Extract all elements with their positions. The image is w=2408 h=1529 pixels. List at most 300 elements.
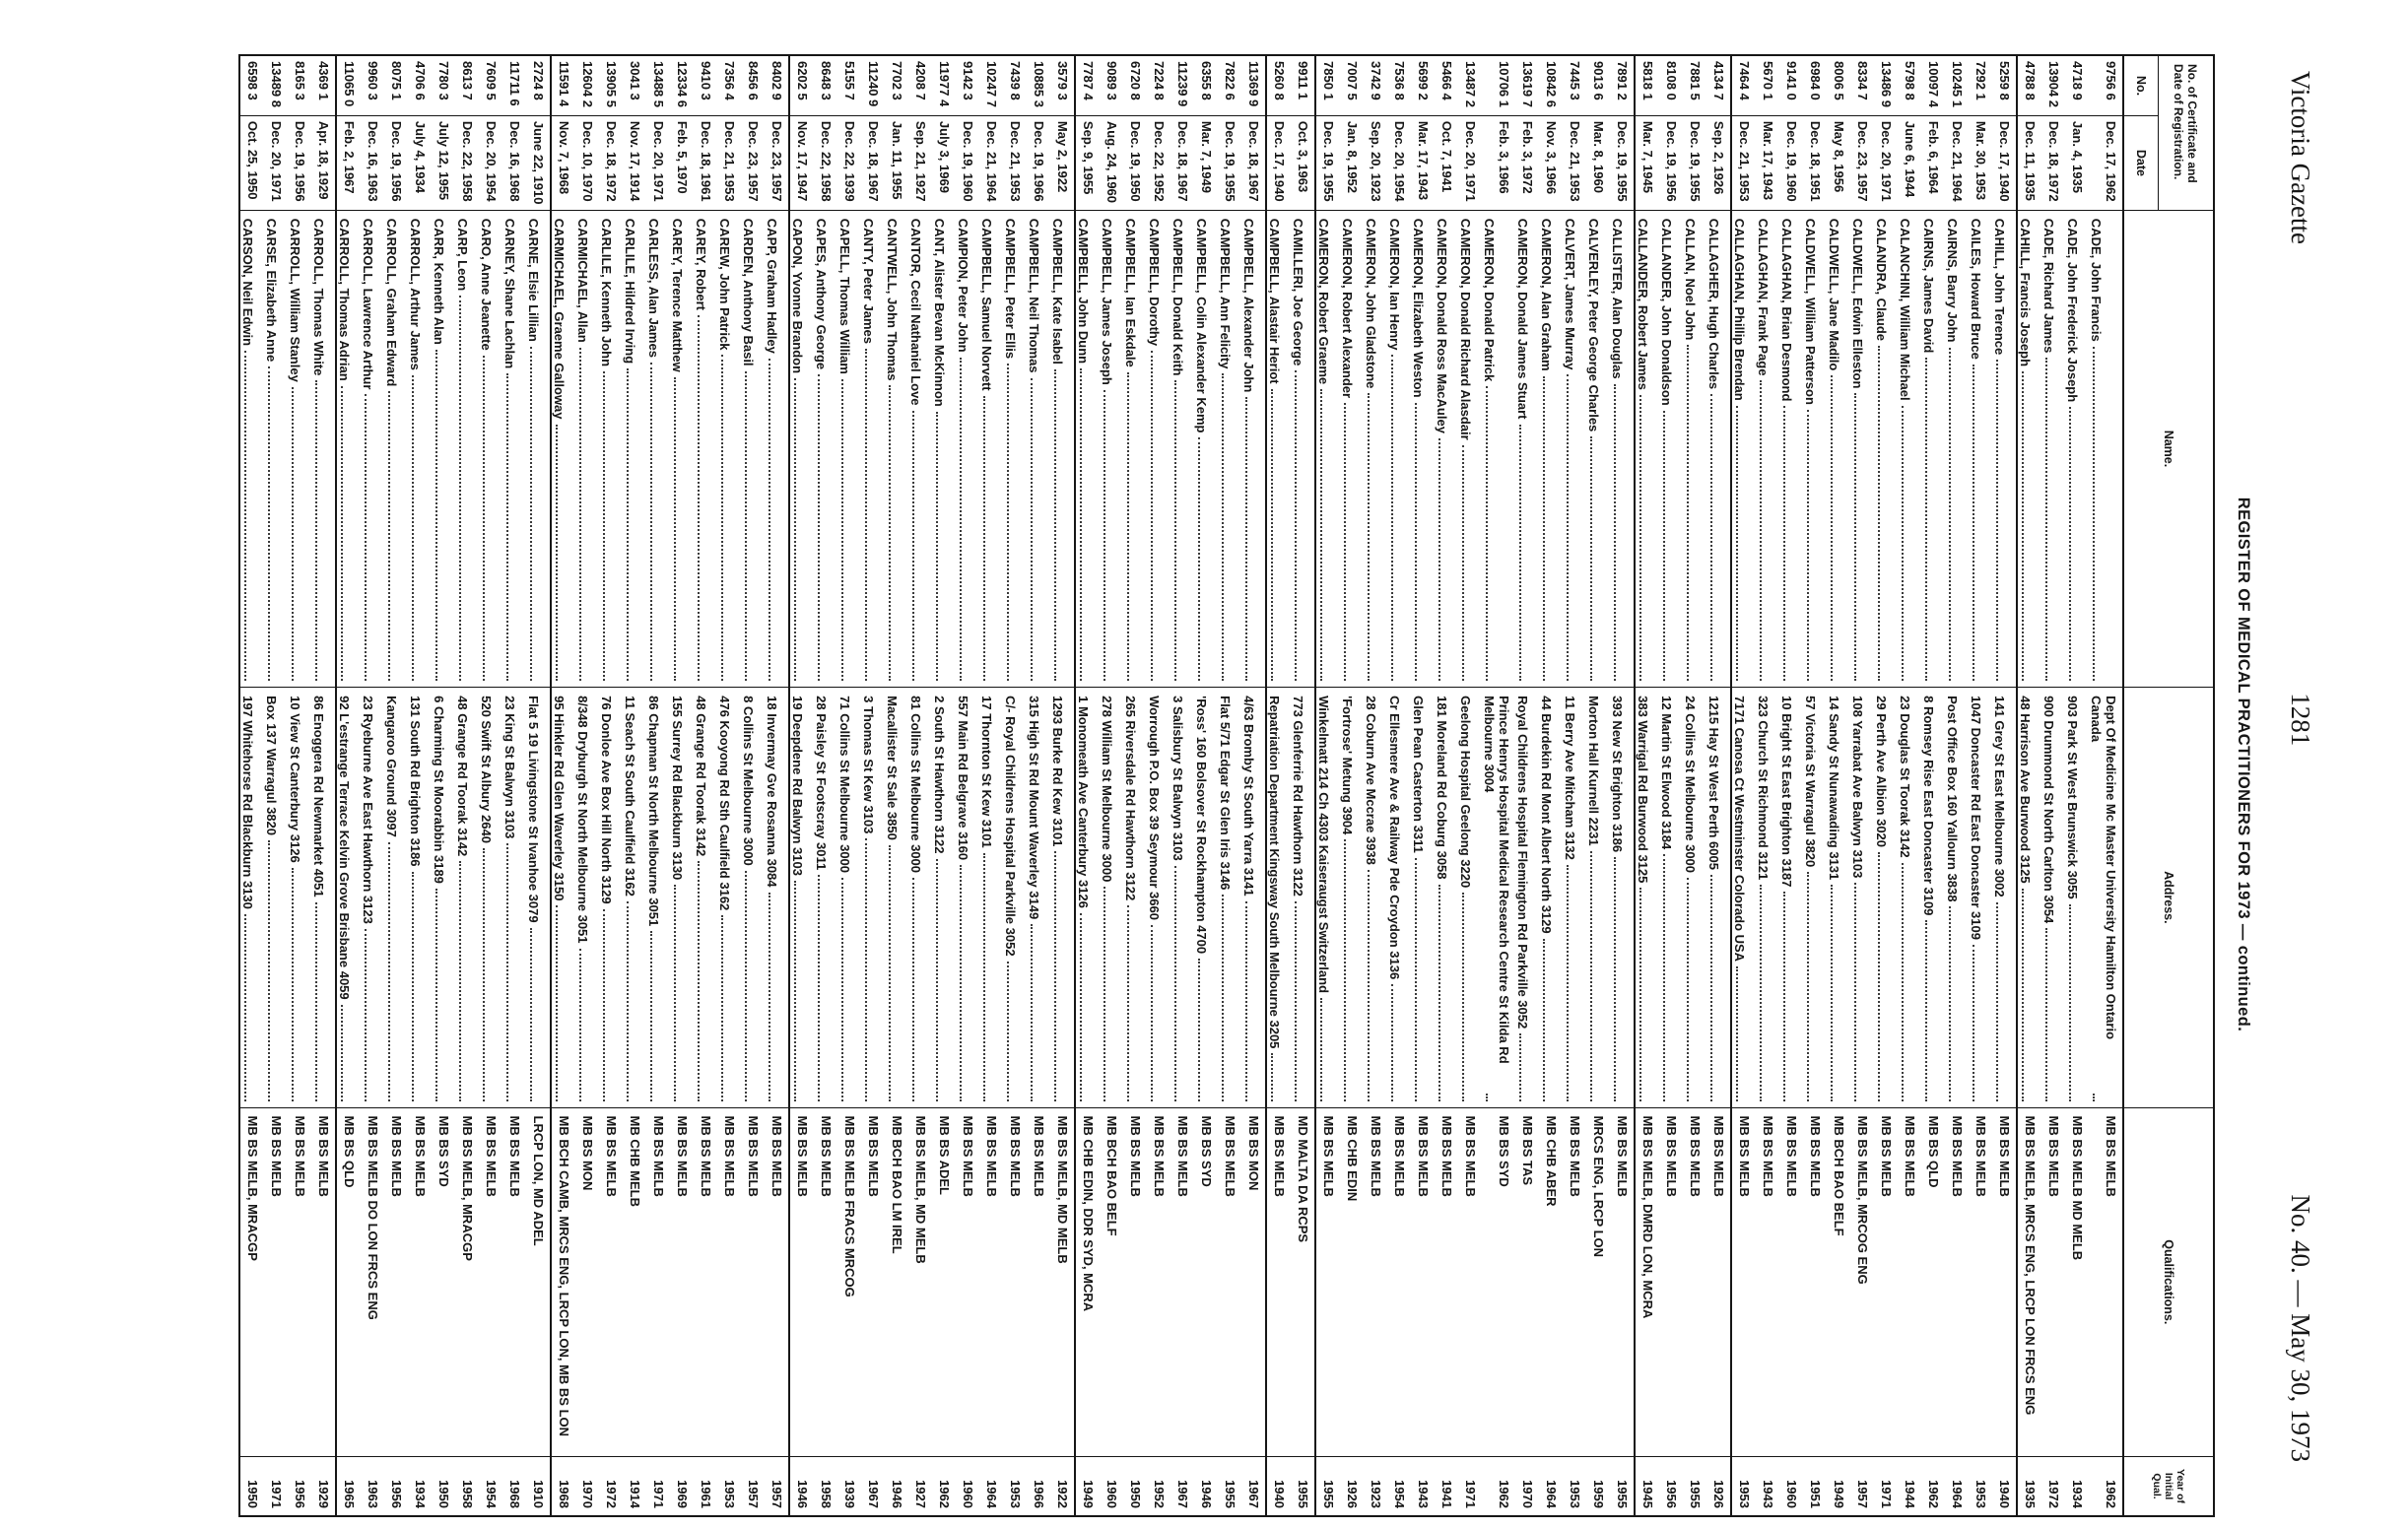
cell-registration-date: Mar. 17, 1943 — [1411, 116, 1435, 211]
dotted-leader — [579, 949, 581, 1101]
cell-year-initial-qual: 1965 — [342, 1480, 357, 1508]
cell-address — [765, 688, 788, 1107]
practitioner-name: CAMERON, Donald Richard Alasdair — [1458, 218, 1473, 440]
cell-registration-date: Dec. 19, 1960 — [956, 116, 979, 211]
cell-qualifications: MB BS MELB — [479, 1108, 502, 1458]
cell-qualifications: MB BS MELB — [1364, 1108, 1387, 1458]
dotted-leader — [912, 878, 914, 1101]
cell-qualifications: MB CHB ABER — [1539, 1108, 1563, 1458]
practitioner-address: 19 Deepdene Rd Balwyn 3103 — [790, 696, 805, 876]
practitioner-name: CAHILL, Francis Joseph — [2018, 218, 2033, 367]
dotted-leader — [603, 909, 605, 1101]
practitioner-name: CADE, John Frederick Joseph — [2065, 218, 2080, 403]
cell-name — [1659, 211, 1683, 688]
cell-qualifications: MB BS QLD — [1921, 1108, 1945, 1458]
table-row — [694, 56, 717, 1515]
practitioner-address: 315 High St Rd Mount Waverley 3149 — [1027, 696, 1041, 920]
cell-qualifications: MB BS MELB — [1147, 1108, 1171, 1458]
cell-name — [694, 211, 717, 688]
dotted-leader — [650, 363, 652, 681]
dotted-leader — [1902, 863, 1904, 1101]
cell-name — [1683, 211, 1706, 688]
dotted-leader — [1854, 883, 1856, 1100]
cell-certificate-no: 13619 7 — [1515, 56, 1539, 116]
practitioner-address: 12 Martin St Elwood 3184 — [1659, 696, 1674, 850]
cell-qualifications: MB CHB EDIN, DDR SYD, MCRA — [1076, 1108, 1100, 1458]
practitioner-address: 86 Chapman St North Melbourne 3051 — [646, 696, 661, 927]
row-group — [788, 56, 1074, 1515]
cell-certificate-no: 11977 4 — [932, 56, 956, 116]
practitioner-address: 2 South St Hawthorn 3122 — [932, 696, 947, 854]
table-row — [1539, 56, 1563, 1515]
cell-address — [1969, 688, 1992, 1107]
cell-registration-date: Aug. 24, 1960 — [1100, 116, 1123, 211]
cell-qualifications: MB BS TAS — [1515, 1108, 1539, 1458]
practitioner-name: CAMPION, Peter John — [956, 218, 970, 353]
cell-registration-date: July 3, 1969 — [932, 116, 956, 211]
dotted-leader — [936, 412, 938, 681]
cell-year-initial-qual: 1957 — [769, 1480, 784, 1508]
cell-name — [1267, 211, 1291, 688]
dotted-leader — [1462, 445, 1464, 681]
dotted-leader — [1320, 998, 1322, 1101]
cell-address — [1874, 688, 1898, 1107]
cell-registration-date: Dec. 16, 1968 — [502, 116, 526, 211]
dotted-leader — [412, 872, 414, 1101]
table-row — [1756, 56, 1779, 1515]
dotted-leader — [889, 845, 891, 1101]
practitioner-address: 48 Grange Rd Toorak 3142 — [455, 696, 470, 857]
cell-address — [337, 688, 361, 1107]
table-row — [1898, 56, 1921, 1515]
cell-certificate-no: 4369 1 — [311, 56, 335, 116]
cell-name — [1874, 211, 1898, 688]
dotted-leader — [1973, 945, 1974, 1101]
cell-certificate-no: 11065 0 — [337, 56, 361, 116]
cell-name — [408, 211, 432, 688]
page-header — [2285, 71, 2315, 1462]
table-row — [765, 56, 788, 1515]
cell-address — [311, 688, 335, 1107]
dotted-leader — [769, 359, 770, 681]
cell-year-initial-qual: 1961 — [699, 1480, 713, 1508]
cell-year-initial-qual: 1943 — [1761, 1480, 1775, 1508]
table-row — [1874, 56, 1898, 1515]
cell-year-initial-qual: 1923 — [1369, 1480, 1383, 1508]
cell-certificate-no: 13904 2 — [2041, 56, 2065, 116]
dotted-leader — [459, 861, 461, 1100]
cell-year-initial-qual: 1968 — [557, 1480, 571, 1508]
dotted-leader — [244, 351, 246, 681]
cell-address — [932, 688, 956, 1107]
cell-address — [240, 688, 264, 1107]
cell-year-initial-qual: 1967 — [1175, 1480, 1190, 1508]
cell-registration-date: Dec. 20, 1971 — [1458, 116, 1482, 211]
table-row — [1100, 56, 1123, 1515]
cell-address — [1100, 688, 1123, 1107]
cell-certificate-no: 10842 6 — [1539, 56, 1563, 116]
cell-year-initial-qual: 1950 — [436, 1480, 451, 1508]
practitioner-name: CARLESS, Alan James — [646, 218, 661, 358]
cell-qualifications: MB BS MELB — [646, 1108, 670, 1458]
dotted-leader — [412, 375, 414, 681]
cell-address — [1458, 688, 1482, 1107]
dotted-leader — [1590, 436, 1592, 681]
practitioner-name: CARROLL, Arthur James — [408, 218, 423, 370]
cell-qualifications: MB BS MELB, MD MELB — [908, 1108, 932, 1458]
cell-year-initial-qual: 1940 — [1997, 1480, 2012, 1508]
cell-address — [1340, 688, 1364, 1107]
cell-name — [1803, 211, 1827, 688]
cell-qualifications: MB BS MELB MD MELB — [2065, 1108, 2089, 1458]
dotted-leader — [268, 840, 270, 1101]
cell-qualifications: MB BS MELB — [1756, 1108, 1779, 1458]
dotted-leader — [1687, 878, 1689, 1101]
cell-registration-date: Jan. 11, 1955 — [885, 116, 908, 211]
dotted-leader — [794, 378, 796, 681]
cell-year-initial-qual: 1926 — [1345, 1480, 1360, 1508]
cell-address — [408, 688, 432, 1107]
cell-qualifications: MB BS MELB, MRACGP — [455, 1108, 479, 1458]
header-qualifications: Qualifications. — [2124, 1108, 2213, 1458]
dotted-leader — [1567, 865, 1569, 1101]
practitioner-address: 1293 Burke Rd Kew 3101 — [1050, 696, 1065, 847]
table-row — [1803, 56, 1827, 1515]
practitioner-name: CANTY, Peter James — [861, 218, 876, 344]
cell-name — [956, 211, 979, 688]
practitioner-address: Kangaroo Ground 3097 — [384, 696, 399, 837]
cell-name — [1171, 211, 1194, 688]
practitioner-address: 'Fortrose' Metung 3904 — [1340, 696, 1355, 835]
page-number: 1281 — [2286, 693, 2315, 747]
practitioner-address: 11 Berry Ave Mitcham 3132 — [1563, 696, 1577, 860]
practitioner-name: CAMERON, Robert Graeme — [1316, 218, 1331, 385]
cell-address — [646, 688, 670, 1107]
practitioner-name: CAMPBELL, Ian Eskdale — [1123, 218, 1138, 367]
cell-year-initial-qual: 1957 — [1855, 1480, 1870, 1508]
cell-name — [932, 211, 956, 688]
practitioner-address: Royal Childrens Hospital Flemington Rd Parkville 3052 — [1515, 696, 1530, 1030]
cell-address — [1435, 688, 1458, 1107]
cell-year-initial-qual: 1939 — [842, 1480, 857, 1508]
dotted-leader — [2022, 889, 2024, 1101]
row-group — [1074, 56, 1265, 1515]
cell-qualifications: MB BS MELB — [1563, 1108, 1586, 1458]
practitioner-address: 8/348 Dryburgh St North Melbourne 3051 — [575, 696, 590, 944]
dotted-leader — [698, 315, 700, 681]
cell-name — [432, 211, 455, 688]
practitioner-address: Post Office Box 160 Yallourn 3838 — [1945, 696, 1960, 902]
header-name: Name. — [2124, 211, 2213, 688]
cell-registration-date: Dec. 19, 1956 — [288, 116, 311, 211]
cell-address — [1003, 688, 1027, 1107]
cell-qualifications: MB BS MELB — [1803, 1108, 1827, 1458]
cell-qualifications: MB BCH BAO BELF — [1100, 1108, 1123, 1458]
practitioner-name: CAMERON, Ian Henry — [1387, 218, 1402, 351]
header-date: Date — [2134, 149, 2148, 176]
practitioner-name: CARO, Anne Jeanette — [479, 218, 494, 351]
cell-year-initial-qual: 1972 — [2046, 1480, 2061, 1508]
cell-name — [861, 211, 885, 688]
table-row — [1992, 56, 2016, 1515]
cell-address — [1076, 688, 1100, 1107]
cell-certificate-no: 5798 8 — [1898, 56, 1921, 116]
practitioner-address: 7171 Canosa Ct Westminster Colorado USA — [1732, 696, 1747, 963]
dotted-leader — [1902, 406, 1904, 682]
practitioner-address: 95 Hinkler Rd Glen Waverley 3150 — [552, 696, 567, 901]
practitioner-address: 3 Salisbury St Balwyn 3103 — [1171, 696, 1185, 861]
cell-name — [765, 211, 788, 688]
cell-address — [861, 688, 885, 1107]
cell-year-initial-qual: 1962 — [2104, 1480, 2118, 1508]
cell-year-initial-qual: 1952 — [1152, 1480, 1167, 1508]
dotted-leader — [818, 374, 820, 681]
cell-certificate-no: 3742 9 — [1364, 56, 1387, 116]
cell-registration-date: Dec. 20, 1971 — [1874, 116, 1898, 211]
dotted-leader — [1104, 390, 1105, 681]
cell-name — [885, 211, 908, 688]
cell-registration-date: Dec. 19, 1955 — [1218, 116, 1241, 211]
cell-qualifications: MB BS MELB — [1874, 1108, 1898, 1458]
cell-certificate-no: 8075 1 — [384, 56, 408, 116]
practitioner-name: CALLISTER, Alan Douglas — [1610, 218, 1625, 379]
cell-name — [646, 211, 670, 688]
cell-year-initial-qual: 1971 — [1463, 1480, 1478, 1508]
cell-qualifications: MB BS MON — [575, 1108, 599, 1458]
table-row — [552, 56, 575, 1515]
dotted-leader — [627, 901, 629, 1101]
dotted-leader — [1639, 395, 1641, 681]
dotted-leader — [2045, 358, 2047, 681]
cell-registration-date: Dec. 21, 1953 — [1003, 116, 1027, 211]
cell-year-initial-qual: 1946 — [795, 1480, 810, 1508]
dotted-leader — [721, 355, 723, 681]
practitioner-name: CARROLL, Lawrence Arthur — [361, 218, 375, 390]
cell-name — [240, 211, 264, 688]
practitioner-name: CARR, Kenneth Alan — [432, 218, 446, 345]
practitioner-address: 323 Church St Richmond 3121 — [1756, 696, 1771, 881]
practitioner-address: 1215 Hay St West Perth 6005 — [1706, 696, 1721, 870]
practitioner-address: 24 Collins St Melbourne 3000 — [1683, 696, 1698, 874]
cell-address — [1411, 688, 1435, 1107]
dotted-leader — [530, 347, 532, 681]
dotted-leader — [1878, 852, 1880, 1101]
cell-qualifications: MB BS MELB — [384, 1108, 408, 1458]
table-row — [1945, 56, 1969, 1515]
dotted-leader — [341, 1005, 343, 1101]
practitioner-name: CAILES, Howard Bruce — [1969, 218, 1983, 360]
cell-registration-date: Dec. 22, 1958 — [455, 116, 479, 211]
cell-name — [1050, 211, 1074, 688]
cell-name — [1586, 211, 1610, 688]
dotted-leader — [1736, 406, 1738, 681]
dotted-leader — [292, 387, 294, 681]
cell-name — [1706, 211, 1730, 688]
cell-certificate-no: 7356 4 — [717, 56, 741, 116]
cell-qualifications: MB BS SYD — [1482, 1108, 1515, 1458]
cell-registration-date: Dec. 17, 1962 — [2089, 116, 2122, 211]
cell-certificate-no: 13486 9 — [1874, 56, 1898, 116]
cell-address — [552, 688, 575, 1107]
practitioner-address: 44 Burdekin Rd Mont Albert North 3129 — [1539, 696, 1554, 934]
practitioner-address: 141 Grey St East Melbourne 3002 — [1992, 696, 2007, 897]
table-row — [575, 56, 599, 1515]
practitioner-name: CANTWELL, John Thomas — [885, 218, 900, 381]
practitioner-name: CAMPBELL, John Dunn — [1076, 218, 1091, 365]
dotted-leader — [1031, 924, 1033, 1100]
practitioner-address: 18 Invermay Gve Rosanna 3084 — [765, 696, 779, 888]
cell-year-initial-qual: 1960 — [961, 1480, 975, 1508]
table-row — [1387, 56, 1411, 1515]
dotted-leader — [1639, 888, 1641, 1100]
cell-certificate-no: 7007 5 — [1340, 56, 1364, 116]
table-row — [717, 56, 741, 1515]
cell-registration-date: Dec. 18, 1967 — [1171, 116, 1194, 211]
dotted-leader — [1543, 376, 1545, 682]
cell-name — [361, 211, 384, 688]
dotted-leader — [865, 838, 867, 1100]
table-row — [1411, 56, 1435, 1515]
cell-certificate-no: 8456 6 — [741, 56, 765, 116]
cell-registration-date: Dec. 21, 1953 — [717, 116, 741, 211]
cell-year-initial-qual: 1955 — [1296, 1480, 1310, 1508]
dotted-leader — [315, 380, 317, 681]
cell-year-initial-qual: 1960 — [1784, 1480, 1799, 1508]
cell-address — [1267, 688, 1291, 1107]
cell-registration-date: Dec. 21, 1964 — [979, 116, 1003, 211]
dotted-leader — [1710, 875, 1712, 1101]
cell-name — [1827, 211, 1850, 688]
cell-year-initial-qual: 1962 — [1497, 1480, 1511, 1508]
dotted-leader — [1807, 410, 1809, 681]
cell-year-initial-qual: 1968 — [507, 1480, 522, 1508]
dotted-leader — [1614, 857, 1616, 1100]
cell-name — [264, 211, 288, 688]
cell-year-initial-qual: 1943 — [1416, 1480, 1431, 1508]
cell-year-initial-qual: 1956 — [389, 1480, 404, 1508]
dotted-leader — [1174, 380, 1176, 681]
practitioner-name: CALDWELL, Jane Madilo — [1827, 218, 1841, 371]
cell-year-initial-qual: 1946 — [890, 1480, 904, 1508]
table-row — [1364, 56, 1387, 1515]
dotted-leader — [745, 871, 747, 1101]
table-row — [1194, 56, 1218, 1515]
cell-certificate-no: 13489 8 — [264, 56, 288, 116]
cell-qualifications: MB BS MELB — [1610, 1108, 1634, 1458]
cell-address — [1827, 688, 1850, 1107]
cell-qualifications: MB BS MELB — [1171, 1108, 1194, 1458]
cell-name — [1969, 211, 1992, 688]
practitioner-address: 14 Sandy St Nunawading 3131 — [1827, 696, 1841, 881]
table-row — [384, 56, 408, 1515]
dotted-leader — [459, 296, 461, 681]
cell-name — [1316, 211, 1340, 688]
dotted-leader — [1415, 403, 1417, 682]
cell-qualifications: MB BS MELB — [1411, 1108, 1435, 1458]
practitioner-name: CAMERON, Elizabeth Weston — [1411, 218, 1426, 398]
dotted-leader — [365, 394, 367, 681]
row-group — [2016, 56, 2122, 1515]
register-title: REGISTER OF MEDICAL PRACTITIONERS FOR 1973 — continued. — [2235, 497, 2252, 1032]
dotted-leader — [1710, 394, 1712, 681]
cell-qualifications: MB BS MELB — [1969, 1108, 1992, 1458]
cell-registration-date: Sep. 9, 1955 — [1076, 116, 1100, 211]
row-group — [335, 56, 550, 1515]
cell-name — [1291, 211, 1314, 688]
practitioner-name: CAMPBELL, Ann Felicity — [1218, 218, 1233, 369]
cell-address — [361, 688, 384, 1107]
cell-address — [1241, 688, 1265, 1107]
dotted-leader — [698, 861, 700, 1100]
practitioner-address: 23 King St Balwyn 3103 — [502, 696, 517, 839]
cell-year-initial-qual: 1935 — [2023, 1480, 2038, 1508]
dotted-leader — [1831, 885, 1833, 1100]
gazette-name: Victoria Gazette — [2286, 71, 2315, 245]
cell-registration-date: Dec. 20, 1954 — [479, 116, 502, 211]
table-row — [1435, 56, 1458, 1515]
cell-registration-date: Nov. 17, 1914 — [623, 116, 646, 211]
dotted-leader — [912, 411, 914, 682]
cell-year-initial-qual: 1914 — [628, 1480, 642, 1508]
cell-year-initial-qual: 1929 — [316, 1480, 331, 1508]
practitioner-address: 265 Riversdale Rd Hawthorn 3122 — [1123, 696, 1138, 901]
cell-name — [1945, 211, 1969, 688]
cell-year-initial-qual: 1951 — [1808, 1480, 1823, 1508]
cell-name — [599, 211, 623, 688]
cell-certificate-no: 3579 3 — [1050, 56, 1074, 116]
cell-certificate-no: 7850 1 — [1316, 56, 1340, 116]
cell-address — [1539, 688, 1563, 1107]
dotted-leader — [1663, 854, 1665, 1100]
cell-certificate-no: 6598 3 — [240, 56, 264, 116]
dotted-leader — [841, 379, 843, 681]
cell-certificate-no: 7881 5 — [1683, 56, 1706, 116]
dotted-leader — [2093, 347, 2095, 681]
practitioner-name: CARMICHAEL, Allan — [575, 218, 590, 343]
practitioner-address: 48 Harrison Ave Burwood 3125 — [2018, 696, 2033, 884]
practitioner-address: 1 Monomeath Ave Canterbury 3126 — [1076, 696, 1091, 908]
cell-registration-date: Dec. 19, 1956 — [384, 116, 408, 211]
cell-qualifications: MB BS SYD — [432, 1108, 455, 1458]
cell-address — [956, 688, 979, 1107]
dotted-leader — [579, 348, 581, 681]
cell-name — [1123, 211, 1147, 688]
cell-address — [1898, 688, 1921, 1107]
dotted-leader — [889, 385, 891, 681]
row-group — [1314, 56, 1634, 1515]
dotted-leader — [1054, 369, 1056, 681]
cell-name — [575, 211, 599, 688]
cell-name — [908, 211, 932, 688]
dotted-leader — [506, 373, 508, 681]
cell-certificate-no: 9410 3 — [694, 56, 717, 116]
dotted-leader — [627, 368, 629, 681]
practitioner-address: Macallister St Sale 3850 — [885, 696, 900, 840]
cell-registration-date: Mar. 30, 1953 — [1969, 116, 1992, 211]
cell-name — [1411, 211, 1435, 688]
dotted-leader — [1878, 346, 1880, 681]
cell-qualifications: MB BS MELB — [1218, 1108, 1241, 1458]
cell-year-initial-qual: 1966 — [1032, 1480, 1046, 1508]
dotted-leader — [341, 386, 343, 681]
issue-info: No. 40. — May 30, 1973 — [2286, 1194, 2315, 1462]
cell-address — [1659, 688, 1683, 1107]
dotted-leader — [1031, 378, 1033, 682]
cell-address — [1515, 688, 1539, 1107]
cell-address — [1050, 688, 1074, 1107]
dotted-leader — [865, 349, 867, 681]
cell-certificate-no: 4208 7 — [908, 56, 932, 116]
